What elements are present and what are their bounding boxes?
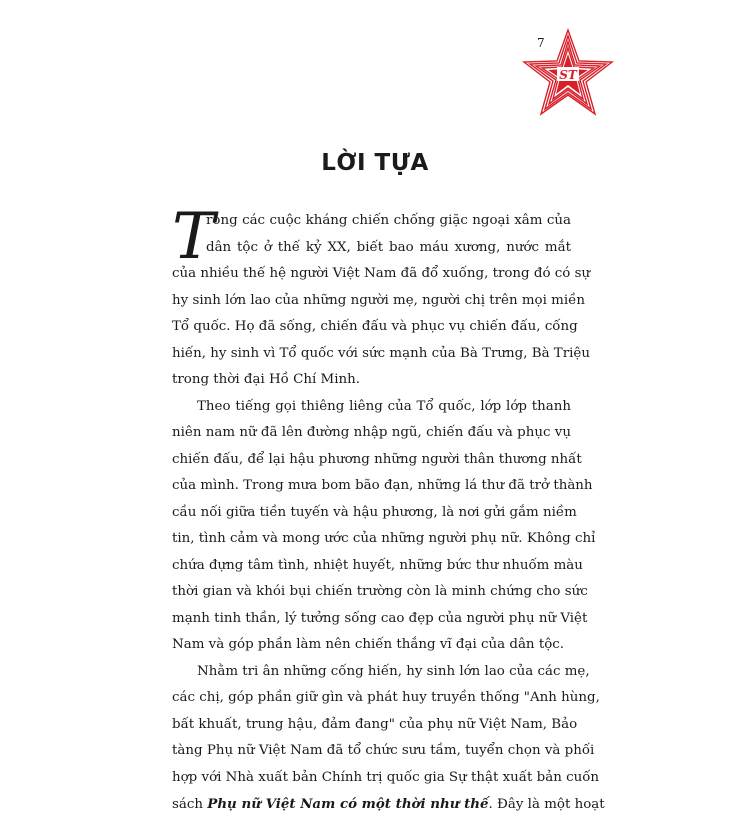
text-line: Theo tiếng gọi thiêng liêng của Tổ quốc, lớp lớp thanh — [197, 398, 571, 414]
body-text — [172, 200, 605, 819]
text-line: Nhằm tri ân những cống hiến, hy sinh lớn lao của các mẹ, — [197, 663, 590, 679]
paragraph-3 — [172, 659, 605, 819]
text-line: Nam và góp phần làm nên chiến thắng vĩ đại của dân tộc. — [172, 637, 565, 652]
text-line: cầu nối giữa tiền tuyến và hậu phương, là nơi gửi gắm niềm — [172, 504, 577, 520]
text-line: các chị, góp phần giữ gìn và phát huy truyền thống "Anh hùng, — [172, 690, 600, 705]
publisher-star-logo-icon — [518, 26, 618, 118]
text-line: tin, tình cảm và mong ước của những người phụ nữ. Không chỉ — [172, 531, 596, 546]
drop-cap-letter: T — [172, 200, 215, 274]
text-line: bất khuất, trung hậu, đảm đang" của phụ nữ Việt Nam, Bảo — [172, 716, 578, 732]
text-line: hợp với Nhà xuất bản Chính trị quốc gia Sự thật xuất bản cuốn — [172, 769, 600, 785]
text-line: hy sinh lớn lao của những người mẹ, người chị trên mọi miền — [172, 292, 585, 308]
text-line: hiến, hy sinh vì Tổ quốc với sức mạnh của Bà Trưng, Bà Triệu — [172, 345, 590, 361]
text-line: niên nam nữ đã lên đường nhập ngũ, chiến đấu và phục vụ — [172, 425, 571, 440]
text-line: tàng Phụ nữ Việt Nam đã tổ chức sưu tầm, tuyển chọn và phối — [172, 743, 595, 758]
paragraph-2 — [172, 394, 596, 659]
page-number: 7 — [537, 36, 545, 50]
text-run: sách — [172, 797, 208, 812]
logo-monogram: ST — [559, 68, 577, 82]
text-line: của mình. Trong mưa bom bão đạn, những lá thư đã trở thành — [172, 478, 593, 493]
paragraph-1 — [172, 200, 591, 394]
text-line: trong thời đại Hồ Chí Minh. — [172, 372, 361, 387]
chapter-title: LỜI TỰA — [321, 150, 429, 176]
text-line: dân tộc ở thế kỷ XX, biết bao máu xương, nước mắt — [206, 239, 571, 255]
text-line: chiến đấu, để lại hậu phương những người thân thương nhất — [172, 451, 582, 467]
text-line: rong các cuộc kháng chiến chống giặc ngoại xâm của — [206, 213, 571, 228]
text-line: thời gian và khói bụi chiến trường còn là minh chứng cho sức — [172, 584, 588, 599]
book-title: Phụ nữ Việt Nam có một thời như thế — [207, 796, 489, 812]
text-line: Tổ quốc. Họ đã sống, chiến đấu và phục vụ chiến đấu, cống — [172, 319, 578, 334]
text-line-final — [172, 791, 605, 819]
text-line: của nhiều thế hệ người Việt Nam đã đổ xuống, trong đó có sự — [172, 266, 591, 281]
text-line: mạnh tinh thần, lý tưởng sống cao đẹp của người phụ nữ Việt — [172, 610, 588, 626]
text-line: chứa đựng tâm tình, nhiệt huyết, những bức thư nhuốm màu — [172, 557, 583, 573]
text-run: . Đây là một hoạt — [488, 797, 605, 812]
